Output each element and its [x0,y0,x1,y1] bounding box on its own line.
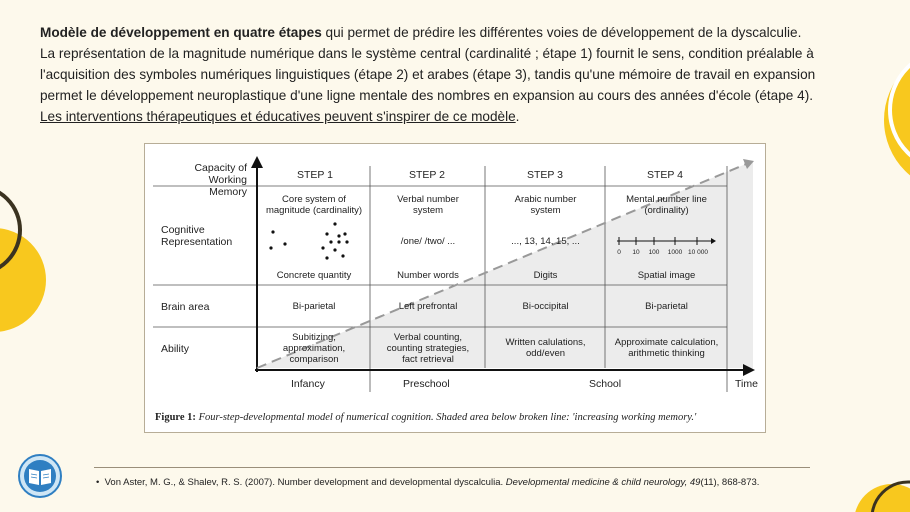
period-preschool: Preschool [403,378,450,390]
tick-1000: 1000 [667,249,683,256]
brain-area-4: Bi-parietal [645,301,688,312]
reference-citation [96,477,759,488]
paragraph-line1: qui permet de prédire les différentes voies de développement de la dyscalculie. [321,25,802,40]
rep-1-title-line1: Core system of [282,194,346,205]
reference-issue: (11), 868-873. [700,477,760,488]
paragraph-line2: La représentation de la magnitude numérique dans le système central (cardinalité ; étape 1) fournit le sens, condition préalable à [40,46,814,61]
ability-2-line1: Verbal counting, [393,332,463,343]
paragraph-end: . [515,109,520,124]
ability-1-line1: Subitizing, [292,332,336,343]
brain-area-2: Left prefrontal [398,301,458,312]
rep-2-type: Number words [397,270,459,281]
intro-paragraph [40,22,880,127]
rep-3-type: Digits [533,270,558,281]
rep-4-title [608,194,725,216]
y-axis-label-line1: Capacity of [194,162,247,174]
ability-2-line2: counting strategies, [386,343,470,354]
row-label-cognitive-line1: Cognitive [161,224,205,236]
ability-3 [488,337,603,359]
y-axis-arrow [251,156,263,168]
ability-3-line1: Written calulations, [505,337,586,348]
figure-caption [155,412,760,423]
ability-2-line3: fact retrieval [402,354,454,365]
rep-3-title-line2: system [530,205,561,216]
model-figure [144,143,766,433]
quantity-dots-icon [269,222,348,259]
x-axis-label: Time [735,378,758,390]
rep-1-title-line2: magnitude (cardinality) [265,205,363,216]
tick-10000: 10 000 [688,249,708,256]
ability-2 [373,332,483,365]
y-axis-label-line2: Working Memory [208,174,247,198]
rep-1-type: Concrete quantity [276,270,352,281]
rep-3-title-line1: Arabic number [514,194,577,205]
rep-2-title [373,194,483,216]
rep-3-title [488,194,603,216]
row-label-cognitive-line2: Representation [161,236,233,248]
step-1-header: STEP 1 [297,169,333,181]
decor-left-circles [0,170,60,340]
rep-4-type: Spatial image [637,270,696,281]
row-label-brain: Brain area [161,301,210,313]
ability-1 [260,332,368,365]
period-infancy: Infancy [291,378,325,390]
row-label-cognitive [161,224,232,248]
tick-100: 100 [648,249,660,256]
caption-bold: Figure 1: [155,412,196,423]
ability-4-line2: arithmetic thinking [628,348,705,359]
rep-1-title [260,194,368,216]
tick-10: 10 [632,249,640,256]
rep-2-example: /one/ /two/ ... [400,236,456,247]
ability-1-line2: approximation, [282,343,346,354]
step-4-header: STEP 4 [647,169,683,181]
rep-2-title-line2: system [412,205,444,216]
rep-2-title-line1: Verbal number [397,194,459,205]
reference-text: Von Aster, M. G., & Shalev, R. S. (2007). Number development and developmental dyscalculia. [104,477,506,488]
ability-1-line3: comparison [289,354,339,365]
ability-4-line1: Approximate calculation, [614,337,719,348]
rep-3-example: ..., 13, 14, 15, ... [511,236,580,247]
brain-area-1: Bi-parietal [292,301,336,312]
decor-right-bottom-circles [820,470,910,512]
caption-italic: Four-step-developmental model of numerical cognition. Shaded area below broken line: 'increasing working memory.' [195,412,697,423]
rep-4-title-line1: Mental number line [626,194,707,205]
reference-journal: Developmental medicine & child neurology, 49 [505,477,701,488]
reference-bullet: • [96,477,100,488]
y-axis-label [175,162,247,198]
rep-4-title-line2: (ordinality) [644,205,689,216]
ability-3-line2: odd/even [525,348,566,359]
row-label-ability: Ability [161,343,190,355]
ability-4 [608,337,725,359]
paragraph-line3: l'acquisition des symboles numériques linguistiques (étape 2) et arabes (étape 3), tandis qu'une mémoire de travail en expansion [40,67,816,82]
paragraph-bold-lead: Modèle de développement en quatre étapes [40,25,322,40]
brain-area-3: Bi-occipital [522,301,569,312]
book-logo-icon [18,454,62,498]
period-school: School [589,378,622,390]
footer-divider [94,467,810,468]
step-3-header: STEP 3 [527,169,563,181]
tick-0: 0 [617,249,621,256]
paragraph-line4: permet le développement neuroplastique d'une ligne mentale des nombres en expansion au cours des années d'école (étape 4). [40,88,813,103]
interventions-link[interactable]: Les interventions thérapeutiques et éducatives peuvent s'inspirer de ce modèle [40,109,516,124]
step-2-header: STEP 2 [409,169,445,181]
